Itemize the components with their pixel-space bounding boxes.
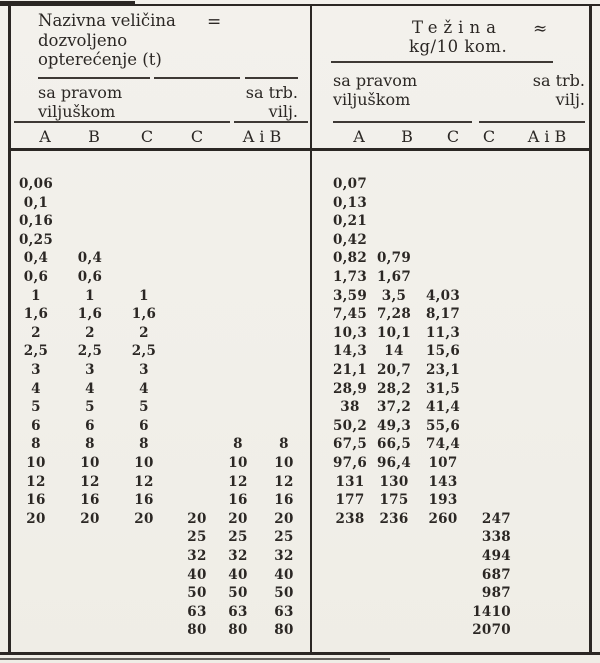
value-cell: 10	[274, 455, 294, 471]
value-cell: 0,82	[332, 250, 368, 267]
value-cell: 12	[80, 473, 100, 490]
value-cell: 20	[228, 510, 248, 527]
value-cell: 10,3	[332, 324, 368, 341]
value-cell: 31,5	[425, 380, 461, 397]
value-cell: 6	[31, 417, 41, 434]
value-cell: 20	[134, 510, 154, 527]
value-cell: 5	[31, 399, 41, 416]
right-table-title: Težina	[412, 18, 502, 37]
value-cell: 28,9	[332, 380, 368, 397]
table-top-border	[0, 4, 600, 6]
left-title-rule	[245, 77, 298, 79]
value-cell: 0,4	[77, 250, 103, 267]
value-cell: 2	[85, 324, 95, 341]
value-cell: 40	[274, 566, 294, 583]
table-right-border	[589, 6, 592, 654]
value-cell: 3	[139, 362, 149, 378]
right-trb-fork-label: sa trb. vilj.	[532, 71, 585, 109]
value-cell: 3	[31, 362, 41, 378]
title-line: Nazivna veličina	[38, 11, 176, 30]
value-cell: 25	[274, 529, 294, 546]
value-cell: 0,6	[77, 269, 103, 285]
value-cell: 175	[379, 492, 409, 509]
value-cell: 67,5	[332, 436, 368, 453]
value-cell: 40	[228, 566, 248, 583]
value-cell: 0,16	[18, 213, 54, 230]
scan-artifact-top-left	[0, 1, 135, 4]
value-cell: 107	[428, 455, 458, 471]
value-cell: 494	[481, 548, 511, 564]
left-subheader-rule	[14, 121, 230, 123]
right-straight-fork-label: sa pravom viljuškom	[333, 71, 418, 109]
value-cell: 49,3	[376, 417, 412, 434]
value-cell: 12	[134, 473, 154, 490]
value-cell: 4	[85, 380, 95, 397]
value-cell: 4	[139, 380, 149, 397]
value-cell: 260	[428, 510, 458, 527]
value-cell: 2070	[472, 622, 511, 639]
value-cell: 32	[274, 548, 294, 564]
value-cell: 338	[481, 529, 511, 546]
value-cell: 0,13	[332, 194, 368, 211]
column-letter: C	[446, 127, 460, 146]
value-cell: 1,6	[23, 306, 49, 323]
value-cell: 1,67	[376, 269, 412, 285]
value-cell: 193	[428, 492, 458, 509]
value-cell: 16	[134, 492, 154, 509]
value-cell: 12	[26, 473, 46, 490]
value-cell: 6	[139, 417, 149, 434]
value-cell: 16	[228, 492, 248, 509]
value-cell: 50	[228, 585, 248, 602]
value-cell: 177	[335, 492, 365, 509]
value-cell: 66,5	[376, 436, 412, 453]
value-cell: 96,4	[376, 455, 412, 471]
value-cell: 14,3	[332, 343, 368, 360]
header-separator-rule	[8, 148, 592, 151]
value-cell: 23,1	[425, 362, 461, 378]
value-cell: 1	[31, 287, 41, 304]
value-cell: 8	[85, 436, 95, 453]
column-letter: A i B	[527, 127, 567, 146]
title-line: opterećenje (t)	[38, 50, 162, 69]
value-cell: 8,17	[425, 306, 461, 323]
value-cell: 15,6	[425, 343, 461, 360]
value-cell: 16	[26, 492, 46, 509]
value-cell: 7,45	[332, 306, 368, 323]
value-cell: 2,5	[131, 343, 157, 360]
value-cell: 97,6	[332, 455, 368, 471]
equals-symbol: =	[207, 12, 222, 32]
table-left-border	[8, 6, 11, 654]
value-cell: 131	[335, 473, 365, 490]
left-table-title	[38, 11, 176, 70]
value-cell: 3	[85, 362, 95, 378]
value-cell: 14	[384, 343, 404, 360]
value-cell: 10,1	[376, 324, 412, 341]
value-cell: 236	[379, 510, 409, 527]
table-bottom-border	[0, 652, 600, 655]
value-cell: 4,03	[425, 287, 461, 304]
value-cell: 50	[187, 585, 207, 602]
value-cell: 55,6	[425, 417, 461, 434]
value-cell: 247	[481, 510, 511, 527]
value-cell: 0,06	[18, 176, 54, 192]
value-cell: 37,2	[376, 399, 412, 416]
value-cell: 0,07	[332, 176, 368, 192]
right-table-unit: kg/10 kom.	[409, 37, 508, 56]
value-cell: 50,2	[332, 417, 368, 434]
column-letter: C	[140, 127, 154, 146]
value-cell: 25	[228, 529, 248, 546]
value-cell: 63	[187, 603, 207, 620]
value-cell: 12	[228, 473, 248, 490]
value-cell: 0,21	[332, 213, 368, 230]
value-cell: 8	[233, 436, 243, 453]
value-cell: 1,6	[77, 306, 103, 323]
center-divider	[310, 6, 312, 652]
value-cell: 16	[274, 492, 294, 509]
value-cell: 1	[139, 287, 149, 304]
value-cell: 63	[274, 603, 294, 620]
value-cell: 32	[228, 548, 248, 564]
value-cell: 8	[139, 436, 149, 453]
column-letter: A	[353, 127, 365, 146]
value-cell: 21,1	[332, 362, 368, 378]
right-subheader-rule	[479, 121, 585, 123]
value-cell: 4	[31, 380, 41, 397]
value-cell: 10	[228, 455, 248, 471]
value-cell: 130	[379, 473, 409, 490]
value-cell: 20	[274, 510, 294, 527]
value-cell: 80	[274, 622, 294, 639]
value-cell: 38	[340, 399, 360, 416]
column-letter: A i B	[242, 127, 282, 146]
column-letter: C	[482, 127, 496, 146]
value-cell: 5	[85, 399, 95, 416]
value-cell: 8	[279, 436, 289, 453]
value-cell: 3,59	[332, 287, 368, 304]
value-cell: 2	[31, 324, 41, 341]
value-cell: 8	[31, 436, 41, 453]
value-cell: 6	[85, 417, 95, 434]
value-cell: 5	[139, 399, 149, 416]
value-cell: 2,5	[23, 343, 49, 360]
value-cell: 687	[481, 566, 511, 583]
value-cell: 12	[274, 473, 294, 490]
value-cell: 987	[481, 585, 511, 602]
column-letter: C	[190, 127, 204, 146]
value-cell: 0,42	[332, 231, 368, 248]
value-cell: 1	[85, 287, 95, 304]
column-letter: A	[39, 127, 51, 146]
value-cell: 10	[80, 455, 100, 471]
approx-symbol: ≈	[533, 19, 548, 39]
value-cell: 20	[80, 510, 100, 527]
value-cell: 10	[134, 455, 154, 471]
value-cell: 16	[80, 492, 100, 509]
value-cell: 80	[228, 622, 248, 639]
value-cell: 20	[187, 510, 207, 527]
value-cell: 40	[187, 566, 207, 583]
value-cell: 20	[26, 510, 46, 527]
value-cell: 0,1	[23, 194, 49, 211]
left-subheader-rule	[234, 121, 308, 123]
value-cell: 41,4	[425, 399, 461, 416]
value-cell: 3,5	[381, 287, 407, 304]
value-cell: 238	[335, 510, 365, 527]
scan-artifact-bottom	[0, 658, 390, 660]
left-title-rule	[38, 77, 150, 79]
value-cell: 1,6	[131, 306, 157, 323]
value-cell: 20,7	[376, 362, 412, 378]
value-cell: 2,5	[77, 343, 103, 360]
value-cell: 2	[139, 324, 149, 341]
value-cell: 32	[187, 548, 207, 564]
left-title-rule	[154, 77, 240, 79]
value-cell: 50	[274, 585, 294, 602]
value-cell: 0,79	[376, 250, 412, 267]
value-cell: 1410	[472, 603, 511, 620]
title-line: dozvoljeno	[38, 30, 128, 50]
value-cell: 10	[26, 455, 46, 471]
value-cell: 0,6	[23, 269, 49, 285]
left-trb-fork-label: sa trb. vilj.	[245, 83, 298, 121]
value-cell: 143	[428, 473, 458, 490]
column-letter: B	[88, 127, 100, 146]
right-title-rule	[331, 61, 553, 63]
value-cell: 63	[228, 603, 248, 620]
value-cell: 11,3	[425, 324, 461, 341]
value-cell: 80	[187, 622, 207, 639]
value-cell: 25	[187, 529, 207, 546]
right-subheader-rule	[333, 121, 472, 123]
value-cell: 0,4	[23, 250, 49, 267]
left-straight-fork-label: sa pravom viljuškom	[38, 83, 123, 121]
value-cell: 74,4	[425, 436, 461, 453]
value-cell: 1,73	[332, 269, 368, 285]
value-cell: 0,25	[18, 231, 54, 248]
value-cell: 28,2	[376, 380, 412, 397]
value-cell: 7,28	[376, 306, 412, 323]
column-letter: B	[401, 127, 413, 146]
